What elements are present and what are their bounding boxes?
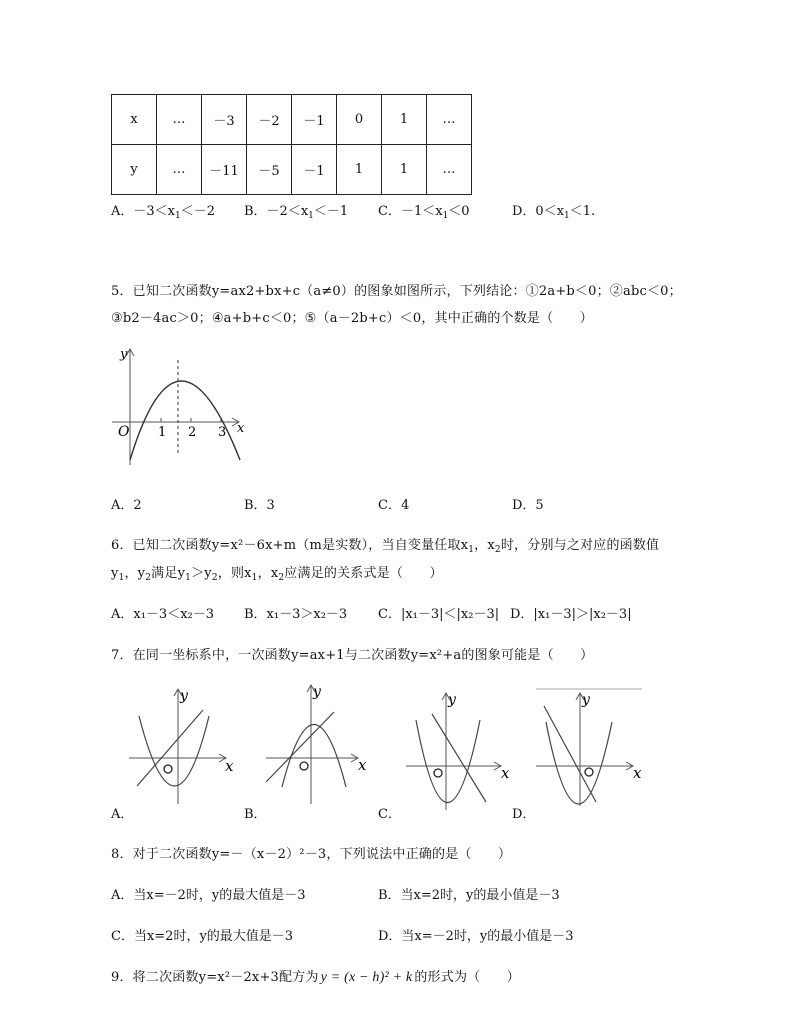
q4-option-d[interactable] (512, 200, 595, 221)
subscript: 2 (278, 573, 285, 583)
subscript: 2 (494, 545, 501, 555)
q6-option-b[interactable]: B．x₁－3＞x₂－3 (244, 607, 348, 622)
q8-option-b[interactable]: B．当x=2时，y的最小值是－3 (378, 888, 560, 903)
q5-stem-line2: ③b2－4ac＞0；④a+b+c＜0；⑤（a－2b+c）＜0，其中正确的个数是（ ） (111, 311, 593, 326)
text: ，则x (217, 566, 252, 581)
subscript: 1 (175, 211, 181, 221)
subscript: 1 (468, 545, 475, 555)
table-cell: －1 (292, 145, 337, 195)
option-text: B．－2＜x (244, 204, 309, 219)
subscript: 1 (564, 211, 570, 221)
table-cell: －2 (247, 95, 292, 145)
table-cell: －11 (202, 145, 247, 195)
q4-option-a[interactable] (111, 200, 215, 221)
q5-option-a[interactable]: A．2 (111, 498, 142, 513)
q5-stem-line1: 5．已知二次函数y=ax2+bx+c（a≠0）的图象如图所示，下列结论：①2a+b＜0；②abc＜0； (111, 284, 682, 299)
q8-option-c[interactable]: C．当x=2时，y的最大值是－3 (111, 929, 294, 944)
q7-graph-d[interactable] (532, 686, 647, 811)
subscript: 1 (185, 573, 192, 583)
q9-stem (111, 966, 520, 986)
q4-option-c[interactable] (378, 200, 470, 221)
q5-graph (108, 340, 253, 475)
table-row (112, 95, 472, 145)
text: 9．将二次函数y=x²－2x+3配方为 (111, 970, 319, 985)
option-text: A．－3＜x (111, 204, 175, 219)
value-table (111, 94, 472, 195)
text: 6．已知二次函数y=x²－6x+m（m是实数），当自变量任取x (111, 538, 469, 553)
q8-stem: 8．对于二次函数y=－（x－2）²－3，下列说法中正确的是（ ） (111, 847, 512, 862)
q6-stem-line2 (111, 562, 443, 583)
option-text: ＜0 (448, 204, 470, 219)
formula: y = (x − h)² + k (320, 970, 413, 985)
text: ，x (257, 566, 279, 581)
q7-graph-b[interactable] (262, 682, 377, 807)
text: y (111, 566, 119, 581)
tick-label: 3 (218, 425, 227, 440)
text: 应满足的关系式是（ ） (284, 566, 443, 581)
subscript: 1 (118, 573, 125, 583)
table-cell: 1 (382, 95, 427, 145)
q5-option-c[interactable]: C．4 (378, 498, 410, 513)
q5-option-b[interactable]: B．3 (244, 498, 275, 513)
table-cell: －3 (202, 95, 247, 145)
q4-option-b[interactable] (244, 200, 348, 221)
q7-option-b-label[interactable]: B． (244, 807, 267, 822)
q7-option-d-label[interactable]: D． (512, 807, 536, 822)
table-cell: … (157, 95, 202, 145)
q7-option-a-label[interactable]: A． (111, 807, 134, 822)
option-text: ＜－2 (180, 204, 216, 219)
table-cell: y (112, 145, 157, 195)
x-axis-label: x (633, 764, 642, 782)
table-cell: －5 (247, 145, 292, 195)
q5-option-d[interactable]: D．5 (512, 498, 544, 513)
text: ＞y (191, 566, 212, 581)
q6-option-d[interactable]: D．|x₁－3|＞|x₂－3| (510, 607, 632, 622)
y-axis-label: y (448, 692, 456, 708)
text: ，x (474, 538, 495, 553)
subscript: 1 (251, 573, 258, 583)
x-axis-label: x (358, 756, 367, 774)
x-axis-label: x (237, 421, 245, 436)
x-axis-label: x (225, 757, 234, 775)
y-axis-label: y (313, 684, 321, 700)
option-text: C．－1＜x (378, 204, 443, 219)
table-cell: －1 (292, 95, 337, 145)
origin-label: O (118, 424, 130, 440)
option-text: D．0＜x (512, 204, 565, 219)
table-cell: 1 (382, 145, 427, 195)
subscript: 2 (145, 573, 152, 583)
q8-option-a[interactable]: A．当x=－2时，y的最大值是－3 (111, 888, 306, 903)
q7-stem: 7．在同一坐标系中，一次函数y=ax+1与二次函数y=x²+a的图象可能是（ ） (111, 648, 594, 663)
table-cell: 1 (337, 145, 382, 195)
text: ，y (124, 566, 146, 581)
table-row (112, 145, 472, 195)
y-axis-label: y (120, 347, 128, 362)
y-axis-label: y (582, 692, 590, 708)
subscript: 1 (442, 211, 449, 221)
text: 的形式为（ ） (414, 970, 520, 985)
x-axis-label: x (501, 764, 510, 782)
q7-graph-c[interactable] (402, 690, 517, 815)
q8-option-d[interactable]: D．当x=－2时，y的最小值是－3 (378, 929, 574, 944)
y-axis-label: y (180, 688, 188, 704)
table-cell: … (427, 145, 472, 195)
q7-option-c-label[interactable]: C． (378, 807, 401, 822)
table-cell: x (112, 95, 157, 145)
q6-option-a[interactable]: A．x₁－3＜x₂－3 (111, 607, 215, 622)
q6-stem-line1 (111, 534, 659, 555)
table-cell: 0 (337, 95, 382, 145)
subscript: 1 (308, 211, 314, 221)
tick-label: 2 (188, 425, 197, 440)
text: 时，分别与之对应的函数值 (500, 538, 660, 553)
text: 满足y (151, 566, 186, 581)
subscript: 2 (211, 573, 218, 583)
q6-option-c[interactable]: C．|x₁－3|＜|x₂－3| (378, 607, 500, 622)
option-text: ＜－1 (313, 204, 349, 219)
table-cell: … (157, 145, 202, 195)
table-cell: … (427, 95, 472, 145)
tick-label: 1 (158, 425, 167, 440)
q7-graph-a[interactable] (125, 686, 240, 811)
option-text: ＜1. (569, 204, 596, 219)
